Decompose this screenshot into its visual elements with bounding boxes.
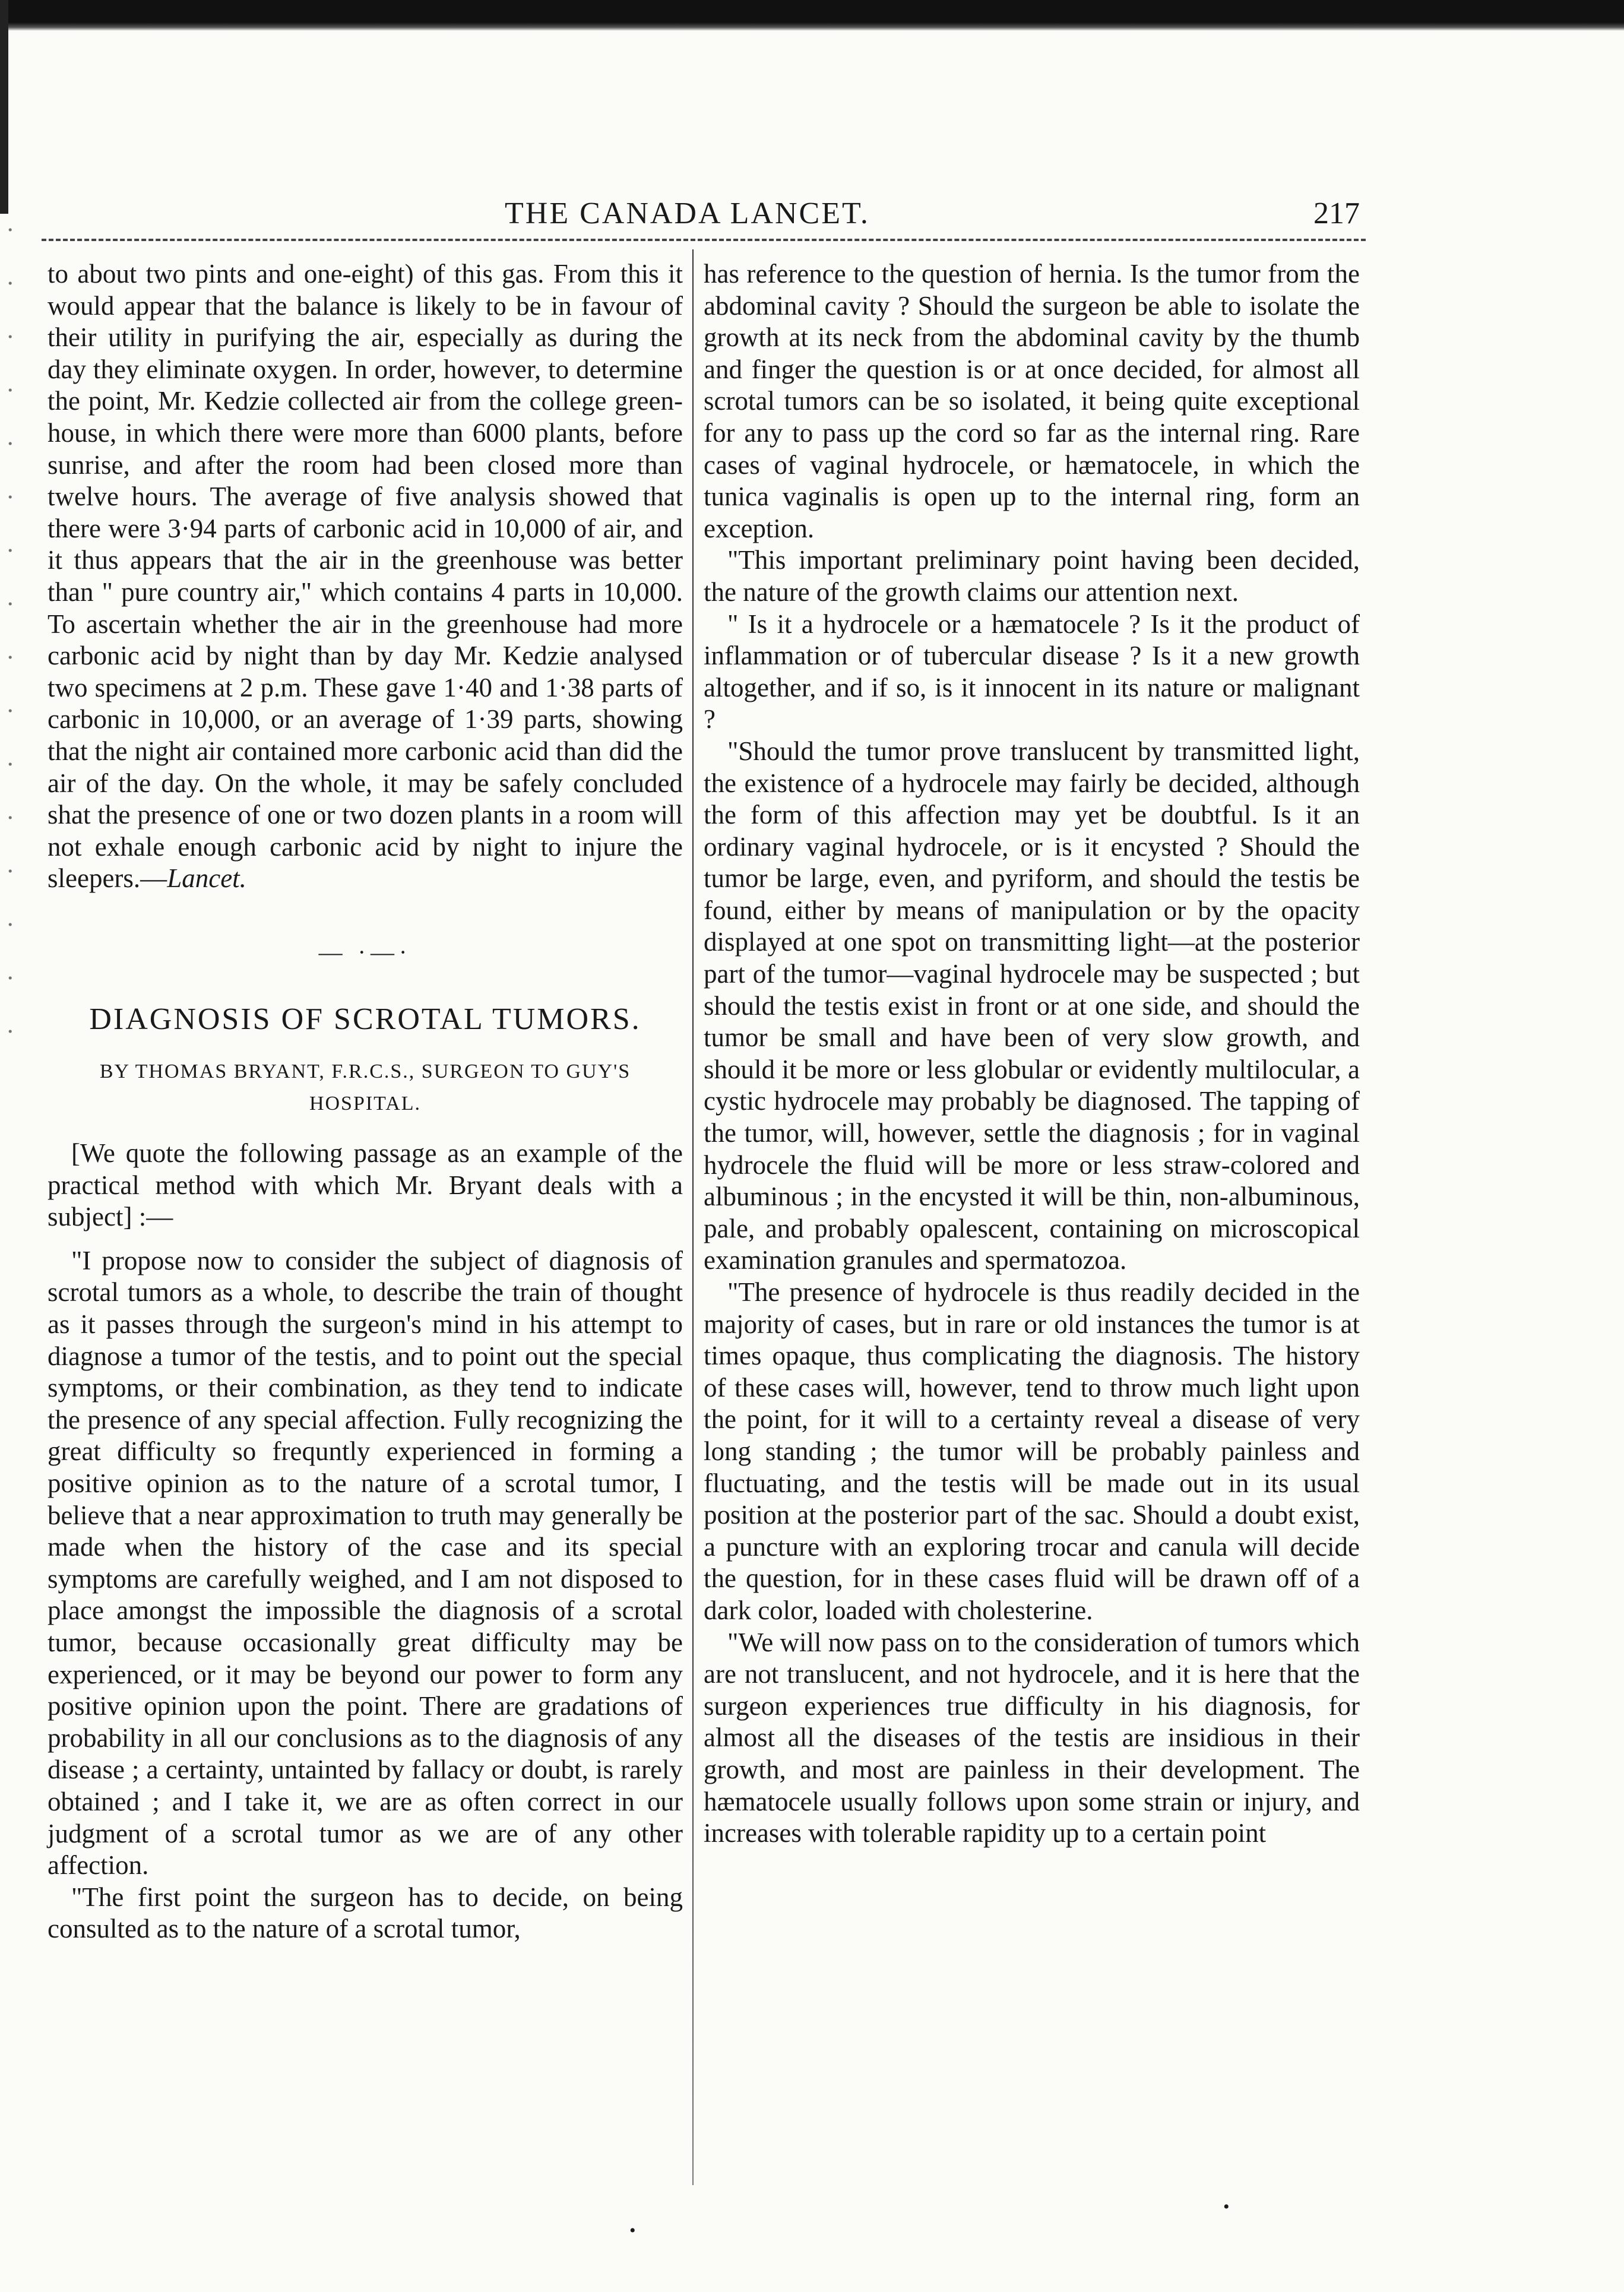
editor-note: [We quote the following passage as an example of the practical method with which Mr. Bryant deals with a subject] :— [48,1138,683,1232]
binding-specks [4,214,20,1045]
paragraph: "The presence of hydrocele is thus readily decided in the majority of cases, but in rare or old instances the tumor is at times opaque, thus complicating the diagnosis. The history of these cases will, however, tend to throw much light upon the point, for it will to a certainty reveal a disease of very long standing ; the tumor will be probably painless and fluctuating, and the testis will be made out in its usual position at the posterior part of the sac. Should a doubt exist, a puncture with an exploring trocar and canula will decide the question, for in these cases fluid will be drawn off of a dark color, loaded with cholesterine. [704,1277,1360,1625]
left-column [48,258,683,1945]
page-number: 217 [1313,197,1360,230]
section-separator: — ·—· [318,938,412,965]
byline-author: BY THOMAS BRYANT, F.R.C.S., SURGEON TO GUY'S [99,1060,631,1083]
byline [48,1056,683,1120]
source-citation: Lancet. [167,863,246,894]
paragraph: "This important preliminary point having been decided, the nature of the growth claims our attention next. [704,545,1360,607]
binding-edge [0,0,8,214]
paragraph: "Should the tumor prove translucent by transmitted light, the existence of a hydrocele may fairly be decided, although the form of this affection may yet be doubtful. Is it an ordinary vaginal hydrocele, or is it encysted ? Should the tumor be large, even, and pyriform, and should the testis be found, either by means of manipulation or by the opacity displayed at one spot on transmitting light—at the posterior part of the tumor—vaginal hydrocele may be suspected ; but should the testis exist in front or at one side, and should the tumor be small and have been of very slow growth, and should it be more or less globular or evidently multilocular, a cystic hydrocele may probably be diagnosed. The tapping of the tumor, will, however, settle the diagnosis ; for in vaginal hydrocele the fluid will be more or less straw-colored and albuminous ; in the encysted it will be thin, non-albuminous, pale, and probably opalescent, containing on microscopical examination granules and spermatozoa. [704,736,1360,1275]
paragraph: "I propose now to consider the subject of diagnosis of scrotal tumors as a whole, to describe the train of thought as it passes through the surgeon's mind in his attempt to diagnose a tumor of the testis, and to point out the special symptoms, or their combination, as they tend to indicate the presence of any special affection. Fully recognizing the great difficulty so frequntly experienced in forming a positive opinion as to the nature of a scrotal tumor, I believe that a near approximation to truth may generally be made when the history of the case and its special symptoms are carefully weighed, and I am not disposed to place amongst the impossible the diagnosis of a scrotal tumor, because occasionally great difficulty may be experienced, or it may be beyond our power to form any positive opinion upon the point. There are gradations of probability in all our conclusions as to the diagnosis of any disease ; a certainty, untainted by fallacy or doubt, is rarely obtained ; and I take it, we are as often correct in our judgment of a scrotal tumor as we are of any other affection. [48,1245,683,1881]
print-speck: • [629,2221,636,2240]
running-header [469,196,1360,238]
article-title: DIAGNOSIS OF SCROTAL TUMORS. [89,1002,641,1037]
paragraph: " Is it a hydrocele or a hæmatocele ? Is it the product of inflammation or of tubercular disease ? Is it a new growth altogether, and if so, is it innocent in its nature or malignant ? [704,609,1360,735]
page-top-border [0,0,1624,31]
continued-text: to about two pints and one-eight) of this gas. From this it would appear that the balance is likely to be in favour of their utility in purifying the air, especially as during the day they eliminate oxygen. In order, however, to determine the point, Mr. Kedzie collected air from the college green-house, in which there were more than 6000 plants, before sunrise, and after the room had been closed more than twelve hours. The average of five analysis showed that there were 3·94 parts of carbonic acid in 10,000 of air, and it thus appears that the air in the greenhouse was better than " pure country air," which contains 4 parts in 10,000. To ascertain whether the air in the greenhouse had more carbonic acid by night than by day Mr. Kedzie analysed two specimens at 2 p.m. These gave 1·40 and 1·38 parts of carbonic in 10,000, or an average of 1·39 parts, showing that the night air contained more carbonic acid than did the air of the day. On the whole, it may be safely concluded shat the presence of one or two dozen plants in a room will not exhale enough carbonic acid by night to injure the sleepers.— [48,259,683,894]
header-rule [42,239,1366,241]
right-column [704,258,1360,1850]
journal-title: THE CANADA LANCET. [505,197,870,230]
continued-paragraph [48,258,683,895]
byline-institution: HOSPITAL. [309,1093,422,1115]
print-speck: • [1223,2197,1230,2217]
column-divider [692,249,694,2185]
paragraph: "The first point the surgeon has to decide, on being consulted as to the nature of a scrotal tumor, [48,1882,683,1944]
paragraph: "We will now pass on to the consideration of tumors which are not translucent, and not hydrocele, and it is here that the surgeon experiences true difficulty in his diagnosis, for almost all the diseases of the testis are insidious in their growth, and most are painless in their development. The hæmatocele usually follows upon some strain or injury, and increases with tolerable rapidity up to a certain point [704,1627,1360,1848]
paragraph: has reference to the question of hernia. Is the tumor from the abdominal cavity ? Should the surgeon be able to isolate the growth at its neck from the abdominal cavity by the thumb and finger the question is or at once decided, for almost all scrotal tumors can be so isolated, it being quite exceptional for any to pass up the cord so far as the internal ring. Rare cases of vaginal hydrocele, or hæmatocele, in which the tunica vaginalis is open up to the internal ring, form an exception. [704,259,1360,543]
